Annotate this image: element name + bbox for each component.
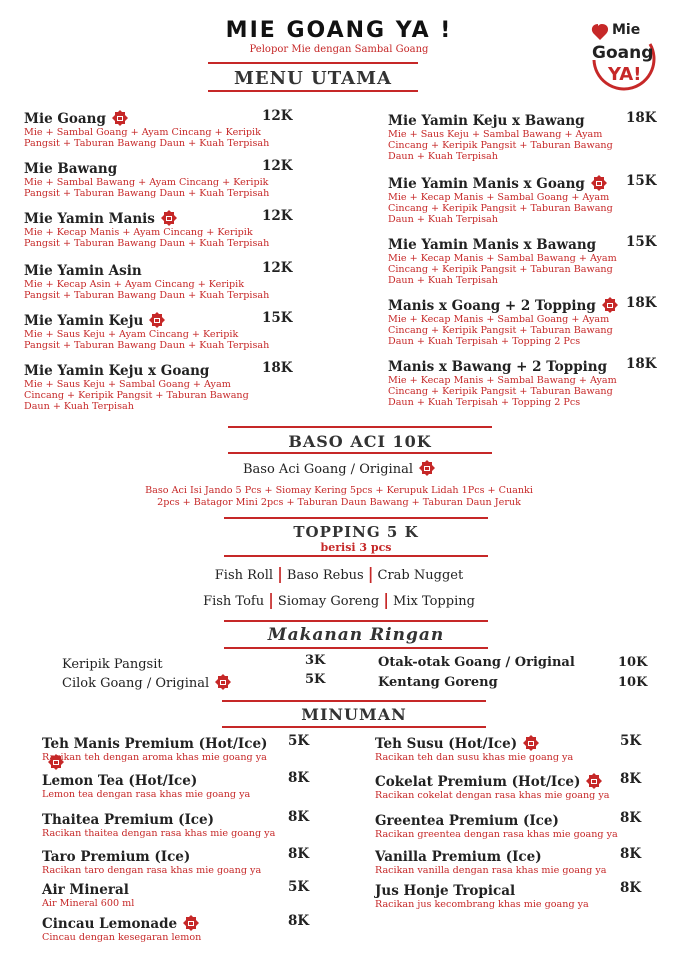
item-description: Racikan thaitea dengan rasa khas mie goang ya [42,828,276,839]
menu-item [42,913,282,932]
menu-item [42,770,282,789]
item-name: Jus Honje Tropical [375,883,516,899]
topping-item: Fish Roll [214,568,274,583]
section-heading-makanan-ringan: Makanan Ringan [267,625,445,645]
menu-item [388,295,638,314]
item-name: Mie Bawang [24,161,118,177]
item-name: Vanilla Premium (Ice) [375,849,542,865]
topping-item: Mix Topping [393,594,475,609]
item-price: 8K [620,810,642,826]
topping-row-1: Fish Roll | Baso Rebus | Crab Nugget [214,564,464,583]
divider [208,90,418,92]
divider [224,517,488,519]
topping-item: Fish Tofu [203,594,265,609]
item-price: 15K [626,234,657,250]
item-name: Mie Yamin Keju x Bawang [388,113,585,129]
item-description: Mie + Kecap Manis + Sambal Goang + Ayam Cincang + Keripik Pangsit + Taburan Bawang Daun + Kuah Terpisah [388,192,613,225]
item-price: 8K [288,809,310,825]
item-price: 10K [618,675,648,690]
item-name: Mie Yamin Manis x Bawang [388,237,597,253]
topping-sub: berisi 3 pcs [320,541,392,554]
menu-item [388,234,638,253]
menu-item [388,173,638,192]
divider [222,700,486,702]
item-description: Mie + Kecap Manis + Sambal Goang + Ayam Cincang + Keripik Pangsit + Taburan Bawang Daun + Kuah Terpisah + Topping 2 Pcs [388,314,613,347]
item-price: 18K [626,110,657,126]
item-price: 15K [262,310,293,326]
recommended-badge-icon [112,110,128,126]
item-description: Racikan greentea dengan rasa khas mie goang ya [375,829,618,840]
item-price: 5K [288,733,310,749]
menu-item [24,108,264,127]
menu-item [375,771,615,790]
item-name: Mie Yamin Manis [24,211,155,227]
menu-item [375,846,615,865]
item-description: Mie + Kecap Manis + Ayam Cincang + Keripik Pangsit + Taburan Bawang Daun + Kuah Terpisah [24,227,270,249]
divider [228,426,492,428]
item-description: Mie + Saus Keju + Ayam Cincang + Keripik Pangsit + Taburan Bawang Daun + Kuah Terpisah [24,329,270,351]
item-price: 12K [262,158,293,174]
topping-item: Siomay Goreng [277,594,380,609]
item-price: 8K [620,846,642,862]
section-heading-minuman: MINUMAN [301,705,407,724]
item-name: Cincau Lemonade [42,916,178,932]
item-price: 5K [305,672,326,687]
item-name: Mie Yamin Keju x Goang [24,363,210,379]
item-name: Keripik Pangsit [62,657,163,672]
item-name: Kentang Goreng [378,675,498,690]
item-description: Racikan teh dan susu khas mie goang ya [375,752,574,763]
item-description: Racikan cokelat dengan rasa khas mie goang ya [375,790,610,801]
item-description: Air Mineral 600 ml [42,898,135,909]
tagline: Pelopor Mie dengan Sambal Goang [249,44,429,55]
menu-item [42,846,282,865]
item-description: Lemon tea dengan rasa khas mie goang ya [42,789,251,800]
recommended-badge-icon [161,210,177,226]
topping-item: Baso Rebus [286,568,364,583]
menu-item [388,356,638,375]
section-heading-topping: TOPPING 5 K [293,523,419,541]
snack-item [62,653,163,672]
item-description: Racikan teh dengan aroma khas mie goang ya [42,752,267,763]
topping-item: Crab Nugget [377,568,464,583]
item-price: 8K [620,880,642,896]
item-price: 3K [305,653,326,668]
divider [222,726,486,728]
baso-aci-desc-line2: 2pcs + Batagor Mini 2pcs + Taburan Daun Bawang + Taburan Daun Jeruk [157,497,521,508]
item-price: 12K [262,208,293,224]
item-price: 12K [262,260,293,276]
item-price: 12K [262,108,293,124]
item-name: Otak-otak Goang / Original [378,655,575,670]
item-description: Mie + Kecap Asin + Ayam Cincang + Keripik Pangsit + Taburan Bawang Daun + Kuah Terpisah [24,279,270,301]
svg-text:YA!: YA! [608,64,642,85]
item-price: 18K [626,295,657,311]
brand-logo [580,14,664,98]
menu-item [24,310,264,329]
item-name: Taro Premium (Ice) [42,849,191,865]
menu-item [375,733,615,752]
item-description: Racikan taro dengan rasa khas mie goang ya [42,865,262,876]
item-name: Mie Yamin Keju [24,313,144,329]
divider [224,555,488,557]
section-heading-menu-utama: MENU UTAMA [233,68,393,89]
item-price: 18K [262,360,293,376]
recommended-badge-icon [419,460,435,476]
menu-item [24,360,264,379]
recommended-badge-icon [586,773,602,789]
menu-item [42,809,282,828]
item-name: Cokelat Premium (Hot/Ice) [375,774,581,790]
recommended-badge-icon [523,735,539,751]
recommended-badge-icon [149,312,165,328]
item-description: Mie + Kecap Manis + Sambal Bawang + Ayam Cincang + Keripik Pangsit + Taburan Bawang Daun + Kuah Terpisah + Topping 2 Pcs [388,375,617,408]
item-price: 15K [626,173,657,189]
menu-item [24,158,264,177]
topping-row-2: Fish Tofu | Siomay Goreng | Mix Topping [203,590,475,609]
item-name: Teh Susu (Hot/Ice) [375,736,518,752]
divider [224,647,488,649]
item-description: Cincau dengan kesegaran lemon [42,932,202,943]
item-description: Racikan vanilla dengan rasa khas mie goang ya [375,865,607,876]
recommended-badge-icon [602,297,618,313]
item-name: Air Mineral [42,882,129,898]
item-price: 10K [618,655,648,670]
item-price: 8K [288,913,310,929]
item-name: Manis x Goang + 2 Topping [388,298,596,314]
menu-item [388,110,638,129]
menu-item [375,880,615,899]
item-price: 5K [620,733,642,749]
section-heading-baso-aci: BASO ACI 10K [288,432,432,451]
item-price: 8K [288,770,310,786]
item-name: Greentea Premium (Ice) [375,813,559,829]
item-price: 8K [288,846,310,862]
item-name: Mie Yamin Asin [24,263,142,279]
recommended-badge-icon [183,915,199,931]
baso-aci-item [0,458,678,477]
item-name: Cilok Goang / Original [62,676,210,691]
item-name: Mie Yamin Manis x Goang [388,176,585,192]
item-description: Mie + Sambal Goang + Ayam Cincang + Keripik Pangsit + Taburan Bawang Daun + Kuah Terpisah [24,127,270,149]
item-price: 8K [620,771,642,787]
item-description: Mie + Sambal Bawang + Ayam Cincang + Keripik Pangsit + Taburan Bawang Daun + Kuah Terpisah [24,177,270,199]
item-description: Racikan jus kecombrang khas mie goang ya [375,899,589,910]
item-price: 5K [288,879,310,895]
divider [228,452,492,454]
item-description: Mie + Kecap Manis + Sambal Bawang + Ayam Cincang + Keripik Pangsit + Taburan Bawang Daun + Kuah Terpisah [388,253,617,286]
item-description: Mie + Saus Keju + Sambal Bawang + Ayam Cincang + Keripik Pangsit + Taburan Bawang Daun + Kuah Terpisah [388,129,613,162]
snack-item [62,672,231,691]
divider [208,62,418,64]
recommended-badge-icon [215,674,231,690]
item-name: Mie Goang [24,111,106,127]
svg-text:Mie: Mie [612,22,641,38]
item-price: 18K [626,356,657,372]
item-name: Teh Manis Premium (Hot/Ice) [42,736,268,752]
baso-aci-desc-line1: Baso Aci Isi Jando 5 Pcs + Siomay Kering 5pcs + Kerupuk Lidah 1Pcs + Cuanki [145,485,533,496]
menu-item [375,810,615,829]
divider [224,620,488,622]
recommended-badge-icon [591,175,607,191]
item-name: Manis x Bawang + 2 Topping [388,359,608,375]
menu-item [42,879,282,898]
item-name: Lemon Tea (Hot/Ice) [42,773,198,789]
item-description: Mie + Saus Keju + Sambal Goang + Ayam Cincang + Keripik Pangsit + Taburan Bawang Daun + Kuah Terpisah [24,379,249,412]
menu-item [24,208,264,227]
menu-item [24,260,264,279]
svg-text:Goang: Goang [592,43,654,63]
item-name: Thaitea Premium (Ice) [42,812,214,828]
page-title: MIE GOANG YA ! [225,18,453,43]
item-name: Baso Aci Goang / Original [243,462,413,477]
